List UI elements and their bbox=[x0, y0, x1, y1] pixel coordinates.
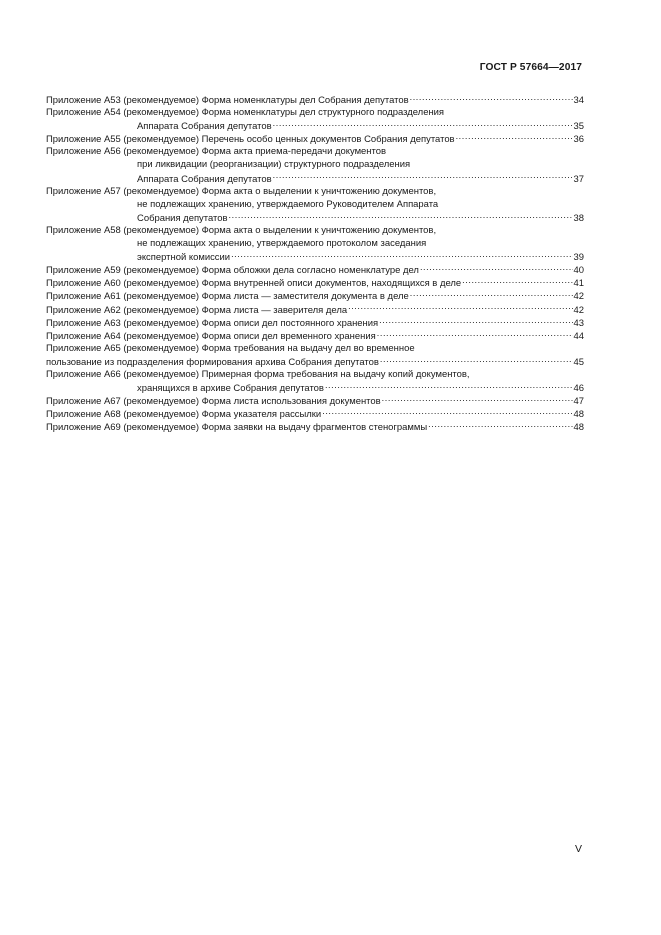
toc-entry-page-number: 41 bbox=[573, 278, 584, 290]
toc-dot-leader bbox=[428, 420, 572, 430]
toc-entry-page-number: 48 bbox=[573, 422, 584, 434]
toc-entry-title: Форма акта приема-передачи документов bbox=[201, 146, 386, 158]
toc-entry-page-number: 36 bbox=[573, 134, 584, 146]
toc-entry-continuation-line bbox=[46, 381, 584, 394]
toc-dot-leader bbox=[273, 119, 573, 129]
toc-entry-title: Форма требования на выдачу дел во временное bbox=[201, 342, 415, 354]
toc-entry[interactable] bbox=[46, 368, 584, 394]
toc-entry-label: Приложение А65 (рекомендуемое) bbox=[46, 342, 199, 354]
toc-entry-page-number: 42 bbox=[573, 291, 584, 303]
toc-entry-label: Приложение А66 (рекомендуемое) bbox=[46, 368, 199, 380]
toc-entry-first-line bbox=[46, 93, 584, 106]
toc-dot-leader bbox=[325, 381, 573, 391]
toc-dot-leader bbox=[462, 276, 572, 286]
toc-dot-leader bbox=[377, 329, 573, 339]
toc-entry-label: Приложение А61 (рекомендуемое) bbox=[46, 291, 199, 303]
toc-entry-title: Перечень особо ценных документов Собрания депутатов bbox=[201, 134, 455, 146]
toc-entry-label: Приложение А55 (рекомендуемое) bbox=[46, 134, 199, 146]
toc-dot-leader bbox=[420, 263, 573, 273]
toc-entry-page-number: 35 bbox=[573, 121, 584, 133]
toc-entry-title: Собрания депутатов bbox=[137, 212, 228, 224]
toc-entry-first-line bbox=[46, 185, 584, 198]
toc-entry[interactable] bbox=[46, 224, 584, 263]
toc-entry-page-number: 34 bbox=[573, 95, 584, 106]
toc-dot-leader bbox=[273, 172, 573, 182]
toc-entry-title: Форма акта о выделении к уничтожению документов, bbox=[201, 224, 437, 236]
toc-entry-continuation-line bbox=[46, 158, 584, 171]
toc-entry-title: Форма акта о выделении к уничтожению документов, bbox=[201, 185, 437, 197]
toc-entry[interactable] bbox=[46, 276, 584, 289]
toc-entry-title: Форма номенклатуры дел структурного подразделения bbox=[201, 107, 445, 119]
toc-entry[interactable] bbox=[46, 263, 584, 276]
toc-entry[interactable] bbox=[46, 316, 584, 329]
toc-entry[interactable] bbox=[46, 132, 584, 145]
toc-entry[interactable] bbox=[46, 342, 584, 368]
toc-dot-leader bbox=[231, 250, 572, 260]
toc-entry-label: Приложение А64 (рекомендуемое) bbox=[46, 330, 199, 342]
toc-entry[interactable] bbox=[46, 394, 584, 407]
toc-entry-page-number: 43 bbox=[573, 317, 584, 329]
toc-entry-title: Форма листа — заверителя дела bbox=[201, 304, 348, 316]
toc-entry-title: не подлежащих хранению, утверждаемого протоколом заседания bbox=[137, 238, 427, 250]
toc-dot-leader bbox=[348, 303, 572, 313]
table-of-contents bbox=[46, 93, 584, 433]
toc-entry[interactable] bbox=[46, 185, 584, 224]
toc-entry-label: Приложение А58 (рекомендуемое) bbox=[46, 224, 199, 236]
toc-entry[interactable] bbox=[46, 145, 584, 184]
toc-entry-label: Приложение А62 (рекомендуемое) bbox=[46, 304, 199, 316]
toc-entry-title: Форма описи дел постоянного хранения bbox=[201, 317, 379, 329]
toc-entry-page-number: 46 bbox=[573, 383, 584, 395]
toc-entry-title: Форма заявки на выдачу фрагментов стенограммы bbox=[201, 422, 428, 434]
toc-entry-first-line bbox=[46, 276, 584, 289]
toc-entry-continuation-line bbox=[46, 172, 584, 185]
toc-entry-page-number: 42 bbox=[573, 304, 584, 316]
toc-entry[interactable] bbox=[46, 329, 584, 342]
toc-entry-continuation-line bbox=[46, 198, 584, 211]
toc-entry-title: Форма описи дел временного хранения bbox=[201, 330, 376, 342]
toc-entry-first-line bbox=[46, 420, 584, 433]
toc-entry-first-line bbox=[46, 394, 584, 407]
toc-entry[interactable] bbox=[46, 106, 584, 132]
toc-entry-label: Приложение А69 (рекомендуемое) bbox=[46, 422, 199, 434]
toc-entry-label: Приложение А59 (рекомендуемое) bbox=[46, 265, 199, 277]
toc-entry[interactable] bbox=[46, 407, 584, 420]
toc-entry-first-line bbox=[46, 368, 584, 381]
toc-dot-leader bbox=[382, 394, 573, 404]
toc-entry-label: Приложение А60 (рекомендуемое) bbox=[46, 278, 199, 290]
toc-entry-first-line bbox=[46, 224, 584, 237]
toc-entry-label: Приложение А63 (рекомендуемое) bbox=[46, 317, 199, 329]
toc-entry-title: Аппарата Собрания депутатов bbox=[137, 121, 272, 133]
toc-entry-continuation-line bbox=[46, 211, 584, 224]
toc-entry[interactable] bbox=[46, 93, 584, 106]
toc-entry-page-number: 47 bbox=[573, 396, 584, 408]
toc-entry-title: Примерная форма требования на выдачу копий документов, bbox=[201, 368, 470, 380]
toc-entry-label: Приложение А53 (рекомендуемое) bbox=[46, 95, 199, 106]
toc-entry-label: Приложение А68 (рекомендуемое) bbox=[46, 409, 199, 421]
toc-entry-continuation-line bbox=[46, 119, 584, 132]
toc-entry-label: Приложение А67 (рекомендуемое) bbox=[46, 396, 199, 408]
toc-dot-leader bbox=[410, 93, 573, 103]
toc-dot-leader bbox=[379, 316, 572, 326]
toc-entry-first-line bbox=[46, 106, 584, 119]
toc-entry-label: Приложение А56 (рекомендуемое) bbox=[46, 146, 199, 158]
toc-entry-page-number: 38 bbox=[573, 212, 584, 224]
toc-entry[interactable] bbox=[46, 420, 584, 433]
toc-entry-page-number: 48 bbox=[573, 409, 584, 421]
toc-entry-first-line bbox=[46, 289, 584, 302]
toc-entry[interactable] bbox=[46, 289, 584, 302]
toc-entry-title: пользование из подразделения формирования архива Собрания депутатов bbox=[46, 356, 379, 368]
toc-entry-title: Форма внутренней описи документов, находящихся в деле bbox=[201, 278, 462, 290]
toc-entry-continuation-line bbox=[46, 355, 584, 368]
toc-entry-page-number: 45 bbox=[573, 356, 584, 368]
toc-entry-first-line bbox=[46, 303, 584, 316]
toc-entry-title: Форма листа — заместителя документа в деле bbox=[201, 291, 409, 303]
toc-entry-first-line bbox=[46, 132, 584, 145]
toc-dot-leader bbox=[380, 355, 573, 365]
toc-dot-leader bbox=[322, 407, 572, 417]
toc-entry-title: Форма номенклатуры дел Собрания депутатов bbox=[201, 95, 409, 106]
document-standard-header: ГОСТ Р 57664—2017 bbox=[479, 62, 582, 73]
toc-entry-title: не подлежащих хранению, утверждаемого Руководителем Аппарата bbox=[137, 198, 439, 210]
toc-entry-label: Приложение А57 (рекомендуемое) bbox=[46, 185, 199, 197]
toc-entry-first-line bbox=[46, 263, 584, 276]
toc-dot-leader bbox=[456, 132, 573, 142]
toc-entry-continuation-line bbox=[46, 237, 584, 250]
toc-entry-first-line bbox=[46, 145, 584, 158]
toc-entry-first-line bbox=[46, 329, 584, 342]
toc-entry-title: хранящихся в архиве Собрания депутатов bbox=[137, 383, 324, 395]
toc-entry-page-number: 44 bbox=[573, 330, 584, 342]
toc-entry-page-number: 37 bbox=[573, 173, 584, 185]
toc-entry-title: экспертной комиссии bbox=[137, 252, 231, 264]
toc-entry-title: Аппарата Собрания депутатов bbox=[137, 173, 272, 185]
toc-entry[interactable] bbox=[46, 303, 584, 316]
toc-entry-first-line bbox=[46, 407, 584, 420]
page-number: V bbox=[574, 843, 582, 855]
toc-entry-title: Форма указателя рассылки bbox=[201, 409, 322, 421]
toc-dot-leader bbox=[410, 289, 573, 299]
toc-entry-title: Форма обложки дела согласно номенклатуре дел bbox=[201, 265, 419, 277]
toc-entry-title: при ликвидации (реорганизации) структурного подразделения bbox=[137, 159, 411, 171]
toc-entry-title: Форма листа использования документов bbox=[201, 396, 381, 408]
toc-entry-continuation-line bbox=[46, 250, 584, 263]
toc-entry-label: Приложение А54 (рекомендуемое) bbox=[46, 107, 199, 119]
toc-entry-first-line bbox=[46, 316, 584, 329]
toc-entry-page-number: 40 bbox=[573, 265, 584, 277]
toc-dot-leader bbox=[229, 211, 573, 221]
toc-entry-page-number: 39 bbox=[573, 252, 584, 264]
toc-entry-first-line bbox=[46, 342, 584, 355]
